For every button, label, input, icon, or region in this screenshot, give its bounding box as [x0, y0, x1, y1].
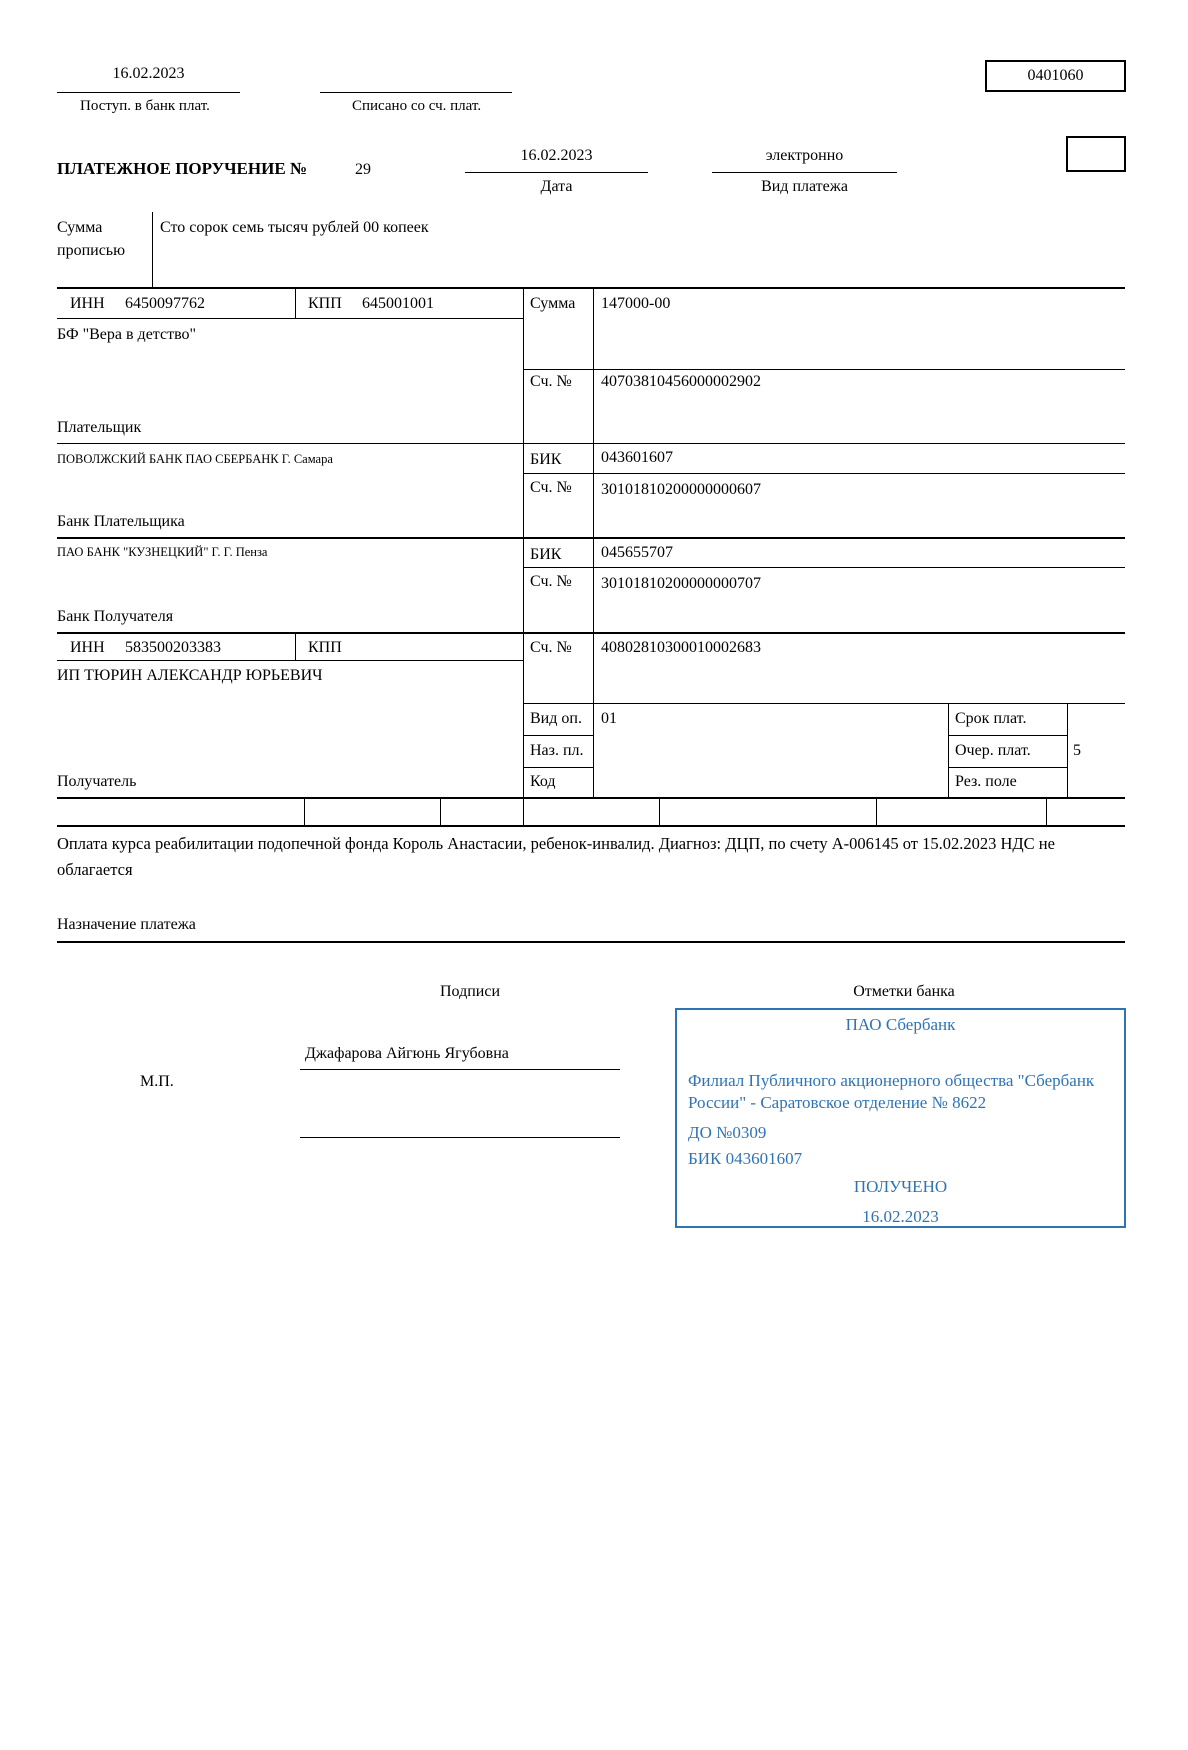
payer-name: БФ "Вера в детство"	[57, 326, 197, 343]
table-border	[57, 443, 1125, 444]
divider	[152, 212, 153, 287]
table-border	[523, 767, 593, 768]
payee-bank-bik-label: БИК	[530, 546, 562, 563]
debited-from-account-label: Списано со сч. плат.	[352, 98, 482, 114]
stamp-office: ДО №0309	[688, 1123, 767, 1142]
stamp-bank-name: ПАО Сбербанк	[845, 1015, 956, 1034]
amount-words-label: Сумма	[57, 219, 103, 236]
bank-marks-label: Отметки банка	[853, 983, 955, 1000]
table-border	[57, 632, 1125, 634]
divider	[320, 92, 512, 93]
stamp-date: 16.02.2023	[862, 1207, 939, 1226]
table-border	[948, 703, 949, 797]
payer-section-label: Плательщик	[57, 419, 142, 436]
payee-bank-bik: 045655707	[601, 544, 673, 561]
payment-term-label: Срок плат.	[955, 710, 1027, 727]
operation-type-label: Вид оп.	[530, 710, 582, 727]
form-code: 0401060	[1027, 67, 1084, 84]
divider	[57, 92, 240, 93]
payer-bank-bik: 043601607	[601, 449, 673, 466]
table-border	[523, 287, 524, 825]
table-border	[1046, 797, 1047, 825]
payer-bank-bik-label: БИК	[530, 451, 562, 468]
payment-purpose-text: Оплата курса реабилитации подопечной фонда Король Анастасии, ребенок-инвалид. Диагноз: ДЦП, по счету А-006145 от 15.02.2023 НДС не облагается	[57, 834, 1055, 879]
table-border	[523, 473, 1125, 474]
sum-value: 147000-00	[601, 295, 671, 312]
received-in-bank-date: 16.02.2023	[112, 65, 185, 82]
table-border	[440, 797, 441, 825]
payer-kpp-label: КПП	[308, 295, 342, 312]
table-border	[57, 825, 1125, 827]
payee-kpp-label: КПП	[308, 639, 342, 656]
code-label: Код	[530, 773, 556, 790]
payee-inn-label: ИНН	[70, 639, 105, 656]
payer-kpp: 645001001	[362, 295, 434, 312]
table-border	[295, 632, 296, 660]
payment-kind-value: электронно	[765, 147, 844, 164]
payee-account: 40802810300010002683	[601, 639, 761, 656]
payer-account-label: Сч. №	[530, 373, 572, 390]
signature-line	[300, 1137, 620, 1138]
table-border	[57, 660, 523, 661]
payer-inn: 6450097762	[125, 295, 205, 312]
stamp-branch: Филиал Публичного акционерного общества "Сбербанк России" - Саратовское отделение № 8622	[688, 1071, 1095, 1113]
document-title: ПЛАТЕЖНОЕ ПОРУЧЕНИЕ №	[57, 159, 308, 178]
payee-bank-account: 30101810200000000707	[601, 575, 761, 592]
stamp-place-label: М.П.	[140, 1073, 174, 1090]
table-border	[659, 797, 660, 825]
table-border	[57, 537, 1125, 539]
table-border	[948, 735, 1067, 736]
payee-name: ИП ТЮРИН АЛЕКСАНДР ЮРЬЕВИЧ	[57, 667, 323, 684]
payee-account-label: Сч. №	[530, 639, 572, 656]
divider	[465, 172, 648, 173]
payment-purpose-code-label: Наз. пл.	[530, 742, 584, 759]
signatures-label: Подписи	[439, 983, 501, 1000]
signature-line	[300, 1069, 620, 1070]
signer-name: Джафарова Айгюнь Ягубовна	[305, 1045, 509, 1062]
amount-words-label2: прописью	[57, 242, 126, 259]
date-label: Дата	[540, 178, 573, 195]
document-date: 16.02.2023	[520, 147, 593, 164]
payer-account: 40703810456000002902	[601, 373, 761, 390]
table-border	[57, 318, 523, 319]
stamp-status: ПОЛУЧЕНО	[853, 1177, 948, 1196]
payee-section-label: Получатель	[57, 773, 137, 790]
payee-bank-section-label: Банк Получателя	[57, 608, 174, 625]
payer-bank-account-label: Сч. №	[530, 479, 572, 496]
payer-bank-account: 30101810200000000607	[601, 481, 761, 498]
table-border	[295, 287, 296, 318]
divider	[57, 941, 1125, 943]
payment-priority-value: 5	[1073, 742, 1081, 759]
reserve-field-label: Рез. поле	[955, 773, 1017, 790]
payment-priority-label: Очер. плат.	[955, 742, 1031, 759]
sum-label: Сумма	[530, 295, 576, 312]
received-in-bank-label: Поступ. в банк плат.	[80, 98, 210, 114]
stamp-bik: БИК 043601607	[688, 1149, 803, 1168]
table-border	[523, 703, 1125, 704]
payee-inn: 583500203383	[125, 639, 221, 656]
table-border	[523, 735, 593, 736]
table-border	[1067, 703, 1068, 797]
table-border	[57, 287, 1125, 289]
amount-words-value: Сто сорок семь тысяч рублей 00 копеек	[160, 219, 429, 236]
document-number: 29	[355, 161, 371, 178]
payer-bank-section-label: Банк Плательщика	[57, 513, 185, 530]
payee-bank-account-label: Сч. №	[530, 573, 572, 590]
payer-inn-label: ИНН	[70, 295, 105, 312]
table-border	[948, 767, 1067, 768]
status-checkbox	[1066, 136, 1126, 172]
table-border	[523, 567, 1125, 568]
payer-bank-name: ПОВОЛЖСКИЙ БАНК ПАО СБЕРБАНК Г. Самара	[57, 452, 333, 466]
operation-type-value: 01	[601, 710, 617, 727]
table-border	[876, 797, 877, 825]
table-border	[57, 797, 1125, 799]
table-border	[593, 287, 594, 797]
table-border	[523, 369, 1125, 370]
table-border	[304, 797, 305, 825]
payment-purpose-label: Назначение платежа	[57, 916, 196, 933]
payment-kind-label: Вид платежа	[761, 178, 848, 195]
payee-bank-name: ПАО БАНК "КУЗНЕЦКИЙ" Г. Г. Пенза	[57, 545, 268, 559]
divider	[712, 172, 897, 173]
